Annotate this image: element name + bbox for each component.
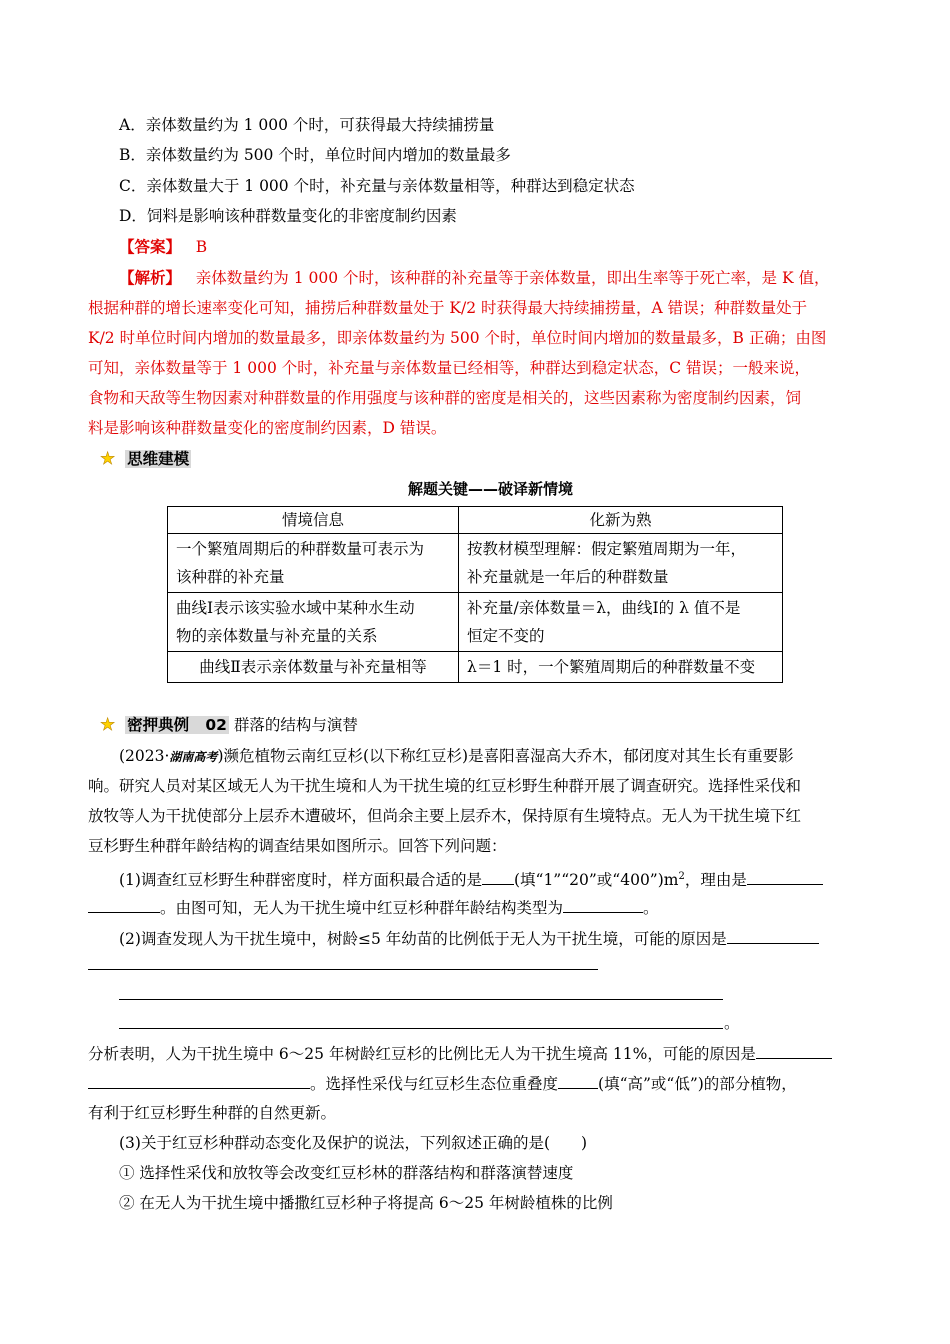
model-heading — [100, 448, 191, 470]
source-tag: 湖南高考 — [169, 750, 218, 764]
statement-2: ② 在无人为干扰生境中播撒红豆杉种子将提高 6～25 年树龄植株的比例 — [119, 1194, 613, 1212]
key-table — [167, 506, 783, 683]
question-1-line-2: 。由图可知，无人为干扰生境中红豆杉种群年龄结构类型为 。 — [88, 896, 659, 919]
analysis-line-4: 可知，亲体数量等于 1 000 个时，补充量与亲体数量已经相等，种群达到稳定状态，C 错误；一般来说， — [88, 359, 811, 377]
answer-value: B — [195, 238, 208, 256]
question-2-line-4: 有利于红豆杉野生种群的自然更新。 — [88, 1104, 337, 1122]
star-icon: ★ — [100, 715, 116, 735]
intro-line-3: 放牧等人为干扰使部分上层乔木遭破坏，但尚余主要上层乔木，保持原有生境特点。无人为干扰生境下红 — [88, 807, 802, 825]
table-cell: 曲线Ⅱ表示亲体数量与补充量相等 — [168, 652, 459, 683]
table-header-cell: 情境信息 — [168, 507, 459, 534]
question-3: (3)关于红豆杉种群动态变化及保护的说法，下列叙述正确的是( ) — [119, 1134, 588, 1152]
question-2-line-2: 分析表明，人为干扰生境中 6～25 年树龄红豆杉的比例比无人为干扰生境高 11%，可能的原因是 — [88, 1042, 832, 1065]
intro-line-1: (2023·湖南高考)濒危植物云南红豆杉(以下称红豆杉)是喜阳喜湿高大乔木，郁闭度对其生长有重要影 — [119, 747, 794, 765]
table-row — [168, 593, 783, 652]
answer-blank[interactable] — [727, 927, 819, 944]
statement-1: ① 选择性采伐和放牧等会改变红豆杉林的群落结构和群落演替速度 — [119, 1164, 574, 1182]
answer-blank[interactable] — [756, 1042, 832, 1059]
answer-blank[interactable] — [747, 868, 823, 885]
answer-line — [119, 236, 207, 258]
question-2-line-3: 。选择性采伐与红豆杉生态位重叠度 (填“高”或“低”)的部分植物， — [88, 1072, 797, 1095]
option-b: B．亲体数量约为 500 个时，单位时间内增加的数量最多 — [119, 146, 511, 164]
answer-blank[interactable] — [88, 896, 160, 913]
table-header-cell: 化新为熟 — [459, 507, 783, 534]
table-row — [168, 534, 783, 593]
analysis-line-1 — [119, 267, 829, 289]
example-topic: 群落的结构与演替 — [233, 716, 358, 734]
table-row — [168, 652, 783, 683]
analysis-line-2: 根据种群的增长速率变化可知，捕捞后种群数量处于 K/2 时获得最大持续捕捞量，A 错误；种群数量处于 — [88, 299, 808, 317]
answer-blank[interactable] — [558, 1072, 598, 1089]
answer-blank[interactable] — [563, 896, 643, 913]
answer-blank[interactable] — [88, 1072, 310, 1089]
analysis-label: 【解析】 — [119, 269, 182, 287]
table-cell: 曲线Ⅰ表示该实验水域中某种水生动 物的亲体数量与补充量的关系 — [168, 593, 459, 652]
table-cell: 一个繁殖周期后的种群数量可表示为 该种群的补充量 — [168, 534, 459, 593]
question-1-line-1: (1)调查红豆杉野生种群密度时，样方面积最合适的是 (填“1”“20”或“$400”)m^2$，理由是 — [119, 866, 823, 891]
answer-line-blank[interactable] — [119, 999, 723, 1000]
answer-blank[interactable] — [482, 868, 514, 885]
table-cell: 按教材模型理解：假定繁殖周期为一年， 补充量就是一年后的种群数量 — [459, 534, 783, 593]
period-mark: 。 — [724, 1014, 740, 1032]
table-cell: λ＝1 时，一个繁殖周期后的种群数量不变 — [459, 652, 783, 683]
question-2-line-1: (2)调查发现人为干扰生境中，树龄≤5 年幼苗的比例低于无人为干扰生境，可能的原因是 — [119, 927, 819, 950]
table-header-row — [168, 507, 783, 534]
option-a: A．亲体数量约为 1 000 个时，可获得最大持续捕捞量 — [119, 116, 495, 134]
analysis-line-5: 食物和天敌等生物因素对种群数量的作用强度与该种群的密度是相关的，这些因素称为密度制约因素，饲 — [88, 389, 802, 407]
option-d: D．饲料是影响该种群数量变化的非密度制约因素 — [119, 207, 457, 225]
table-title: 解题关键——破译新情境 — [408, 480, 574, 498]
analysis-line-6: 料是影响该种群数量变化的密度制约因素，D 错误。 — [88, 419, 447, 437]
answer-line-blank[interactable] — [119, 1028, 723, 1029]
table-cell: 补充量/亲体数量＝λ，曲线Ⅰ的 λ 值不是 恒定不变的 — [459, 593, 783, 652]
example-label: 密押典例 02 — [127, 716, 227, 734]
intro-line-2: 响。研究人员对某区域无人为干扰生境和人为干扰生境的红豆杉野生种群开展了调查研究。选择性采伐和 — [88, 777, 802, 795]
analysis-line-3: K/2 时单位时间内增加的数量最多，即亲体数量约为 500 个时，单位时间内增加的数量最多，B 正确；由图 — [88, 329, 827, 347]
option-c: C．亲体数量大于 1 000 个时，补充量与亲体数量相等，种群达到稳定状态 — [119, 177, 635, 195]
star-icon: ★ — [100, 449, 116, 469]
answer-line-blank[interactable] — [88, 969, 598, 970]
model-heading-text: 思维建模 — [127, 450, 190, 468]
answer-label: 【答案】 — [119, 238, 182, 256]
example-heading — [100, 714, 358, 736]
analysis-text-1: 亲体数量约为 1 000 个时，该种群的补充量等于亲体数量，即出生率等于死亡率，是 K 值， — [195, 269, 830, 287]
intro-line-4: 豆杉野生种群年龄结构的调查结果如图所示。回答下列问题： — [88, 837, 507, 855]
